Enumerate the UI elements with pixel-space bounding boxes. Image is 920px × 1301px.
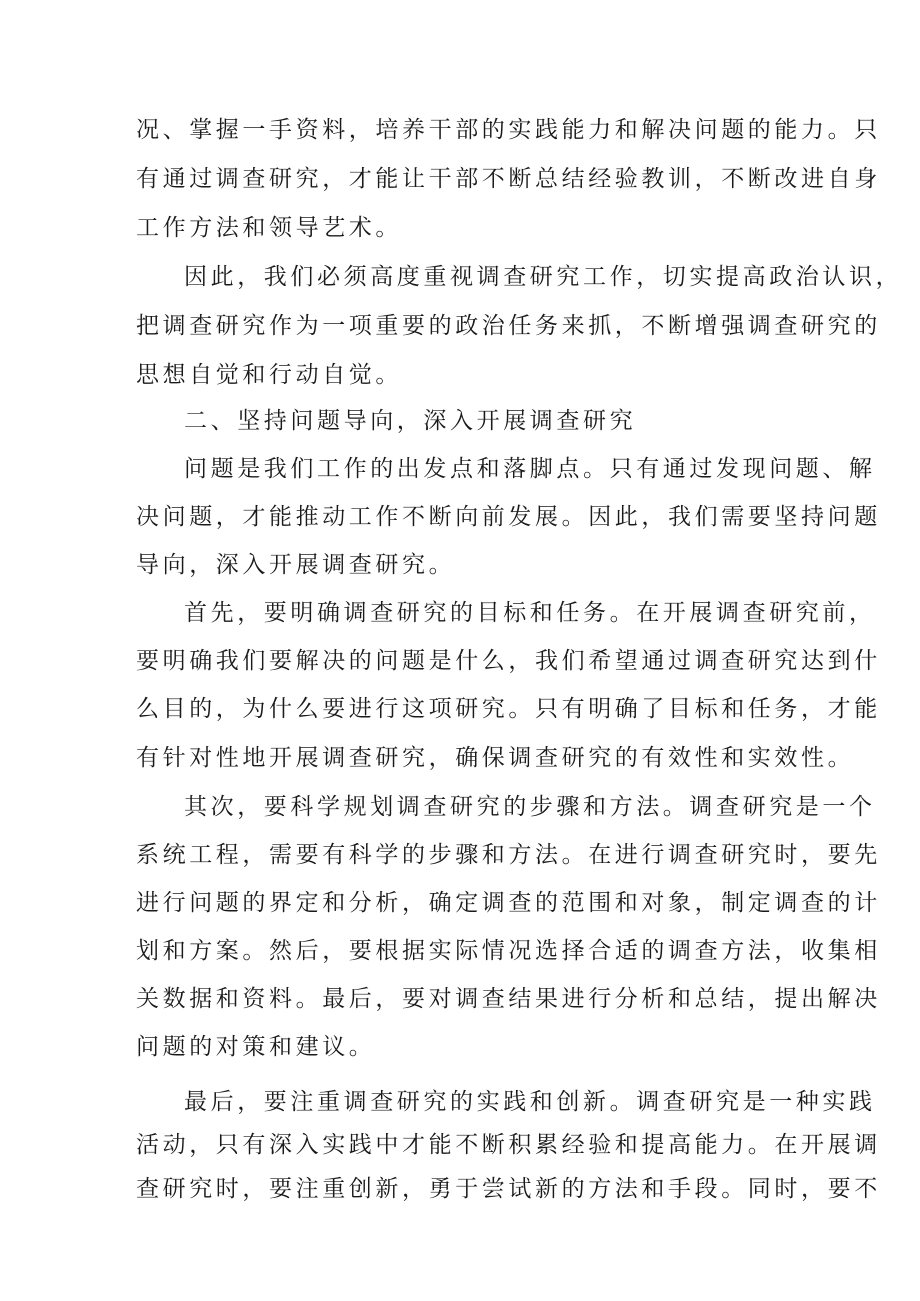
text-line: 要明确我们要解决的问题是什么，我们希望通过调查研究达到什 <box>136 648 881 674</box>
text-line: 其次，要科学规划调查研究的步骤和方法。调查研究是一个 <box>184 794 876 820</box>
text-line: 最后，要注重调查研究的实践和创新。调查研究是一种实践 <box>184 1089 876 1115</box>
text-line: 首先，要明确调查研究的目标和任务。在开展调查研究前， <box>184 600 876 626</box>
text-line: 思想自觉和行动自觉。 <box>136 362 402 388</box>
text-line: 有针对性地开展调查研究，确保调查研究的有效性和实效性。 <box>136 745 855 771</box>
text-line: 因此，我们必须高度重视调查研究工作，切实提高政治认识， <box>184 264 903 290</box>
text-line: 有通过调查研究，才能让干部不断总结经验教训，不断改进自身 <box>136 166 881 192</box>
text-line: 系统工程，需要有科学的步骤和方法。在进行调查研究时，要先 <box>136 842 881 868</box>
text-line: 么目的，为什么要进行这项研究。只有明确了目标和任务，才能 <box>136 696 881 722</box>
text-line: 决问题，才能推动工作不断向前发展。因此，我们需要坚持问题 <box>136 504 881 530</box>
text-line: 问题的对策和建议。 <box>136 1034 376 1060</box>
text-line: 进行问题的界定和分析，确定调查的范围和对象，制定调查的计 <box>136 890 881 916</box>
text-line: 工作方法和领导艺术。 <box>136 215 402 241</box>
text-line: 查研究时，要注重创新，勇于尝试新的方法和手段。同时，要不 <box>136 1176 881 1202</box>
text-line: 把调查研究作为一项重要的政治任务来抓，不断增强调查研究的 <box>136 313 881 339</box>
text-line: 况、掌握一手资料，培养干部的实践能力和解决问题的能力。只 <box>136 117 881 143</box>
text-line: 问题是我们工作的出发点和落脚点。只有通过发现问题、解 <box>184 456 876 482</box>
section-heading: 二、坚持问题导向，深入开展调查研究 <box>184 408 637 434</box>
text-line: 关数据和资料。最后，要对调查结果进行分析和总结，提出解决 <box>136 986 881 1012</box>
text-line: 划和方案。然后，要根据实际情况选择合适的调查方法，收集相 <box>136 938 881 964</box>
text-line: 活动，只有深入实践中才能不断积累经验和提高能力。在开展调 <box>136 1132 881 1158</box>
text-line: 导向，深入开展调查研究。 <box>136 552 456 578</box>
